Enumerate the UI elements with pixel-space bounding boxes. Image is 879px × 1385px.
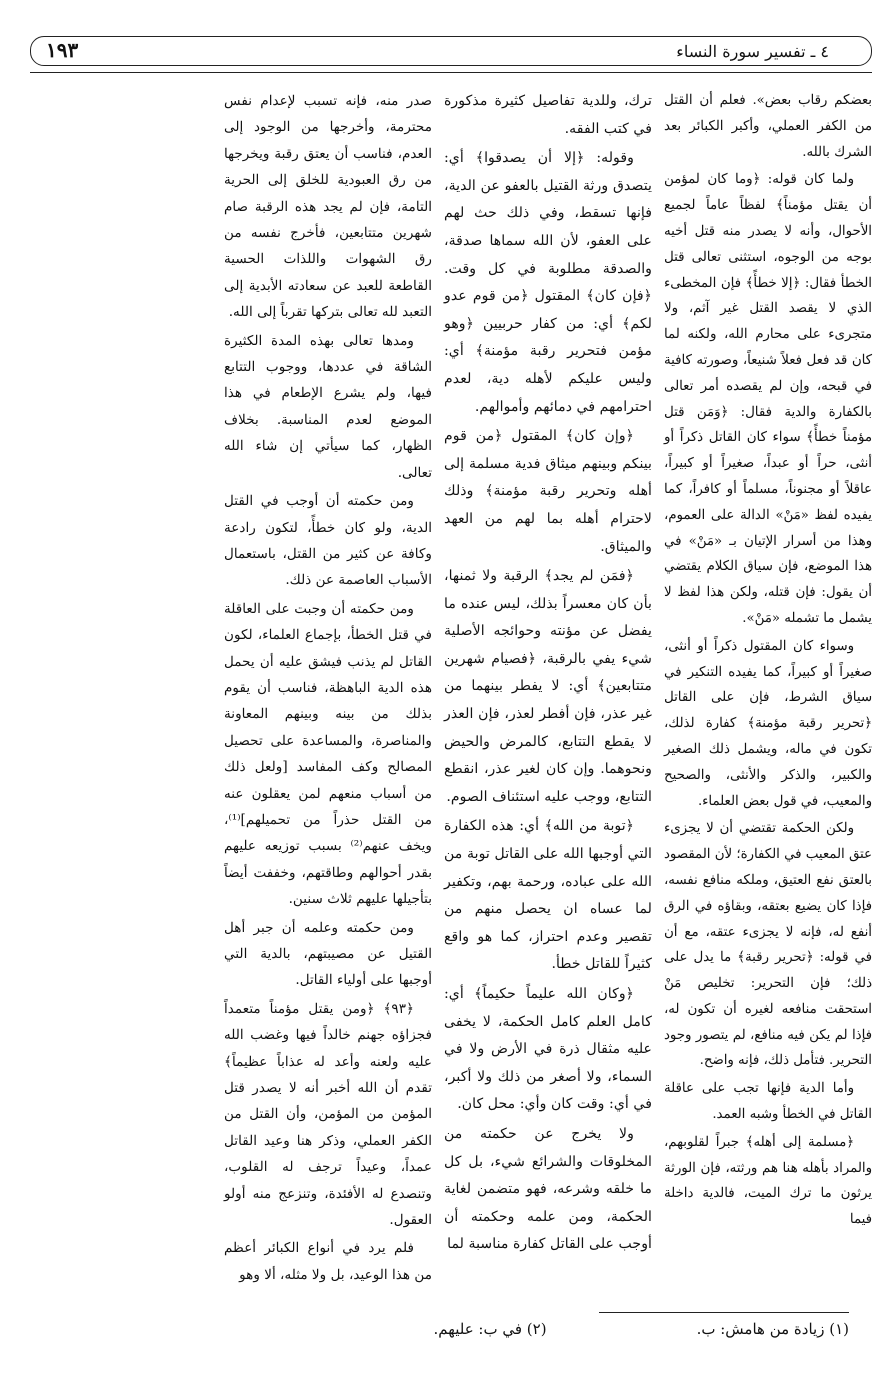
paragraph: ومن حكمته وعلمه أن جبر أهل القتيل عن مصيبتهم، بالدية التي أوجبها على أولياء القاتل. xyxy=(224,919,432,989)
paragraph: ﴿وكان الله عليماً حكيماً﴾ أي: كامل العلم كامل الحكمة، لا يخفى عليه مثقال ذرة في الأرض ولا في السماء، ولا أصغر من ذلك ولا أكبر، في أي: وقت كان وأي: محل كان. xyxy=(444,986,652,1113)
running-title: ٤ ـ تفسير سورة النساء xyxy=(676,42,829,61)
paragraph: فلم يرد في أنواع الكبائر أعظم من هذا الوعيد، بل ولا مثله، ألا وهو xyxy=(224,1240,432,1283)
paragraph: ترك، وللدية تفاصيل كثيرة مذكورة في كتب الفقه. xyxy=(444,93,652,137)
footnote-1: (١) زيادة من هامش: ب. xyxy=(696,1320,849,1338)
page-number: ١٩٣ xyxy=(46,38,79,62)
paragraph: وقوله: ﴿إلا أن يصدقوا﴾ أي: يتصدق ورثة القتيل بالعفو عن الدية، فإنها تسقط، وفي ذلك حث لهم على العفو، لأن الله سماها صدقة، والصدقة مطلوبة في كل وقت. ﴿فإن كان﴾ المقتول ﴿من قوم عدو لكم﴾ أي: من كفار حربيين ﴿وهو مؤمن فتحرير رقبة مؤمنة﴾ أي: وليس عليكم لأهله دية، لعدم احترامهم في دمائهم وأموالهم. xyxy=(444,150,652,415)
paragraph: ومدها تعالى بهذه المدة الكثيرة الشاقة في عددها، ووجوب التتابع فيها، ولم يشرع الإطعام في هذا الموضع لعدم المناسبة. بخلاف الظهار، كما سيأتي إن شاء الله تعالى. xyxy=(224,332,432,481)
paragraph: صدر منه، فإنه تسبب لإعدام نفس محترمة، وأخرجها من الوجود إلى العدم، فناسب أن يعتق رقبة ويخرجها من رق العبودية للخلق إلى الحرية التامة، فإن لم يجد هذه الرقبة صام شهرين متتابعين، فأخرج نفسه من رق الشهوات واللذات الحسية القاطعة للعبد عن سعادته الأبدية إلى التعبد لله تعالى بتركها تقرباً إلى الله. xyxy=(224,93,432,321)
footnote-divider xyxy=(599,1312,849,1313)
header-divider xyxy=(30,72,872,73)
paragraph: ﴿مسلمة إلى أهله﴾ جبراً لقلوبهم، والمراد بأهله هنا هم ورثته، فإن الورثة يرثون ما ترك الميت، فالدية داخلة فيما xyxy=(664,1134,872,1228)
paragraph: بعضكم رقاب بعض». فعلم أن القتل من الكفر العملي، وأكبر الكبائر بعد الشرك بالله. xyxy=(664,93,872,160)
paragraph: ولكن الحكمة تقتضي أن لا يجزىء عتق المعيب في الكفارة؛ لأن المقصود بالعتق نفع العتيق، وملكه منافع نفسه، فإذا كان يضيع بعتقه، وبقاؤه في الرق أنفع له، فإنه لا يجزىء عتقه، مع أن في قوله: ﴿تحرير رقبة﴾ ما يدل على ذلك؛ فإن التحرير: تخليص مَنْ استحقت منافعه لغيره أن تكون له، فإذا لم يكن فيه منافع، لم يتصور وجود التحرير. فتأمل ذلك، فإنه واضح. xyxy=(664,821,872,1069)
text-column-2 xyxy=(444,88,652,1261)
paragraph: ومن حكمته أن وجبت على العاقلة في قتل الخطأ، بإجماع العلماء، لكون القاتل لم يذنب فيشق عليه أن يحمل هذه الدية الباهظة، فناسب أن يقوم بذلك من بينه وبينهم المعاونة والمناصرة، والمساعدة على تحصيل المصالح وكف المفاسد [ولعل ذلك من أسباب منعهم لمن يعقلون عنه من القتل حذراً من تحميلهم]⁽¹⁾، ويخف عنهم⁽²⁾ بسبب توزيعه عليهم بقدر أحوالهم وطاقتهم، وخففت أيضاً بتأجيلها عليهم ثلاث سنين. xyxy=(224,600,432,908)
footnotes xyxy=(29,1320,849,1338)
paragraph: ولما كان قوله: ﴿وما كان لمؤمن أن يقتل مؤمناً﴾ لفظاً عاماً لجميع الأحوال، وأنه لا يصدر منه قتل أخيه بوجه من الوجوه، استثنى تعالى قتل الخطأ فقال: ﴿إلا خطأً﴾ فإن المخطىء الذي لا يقصد القتل غير آثم، ولا متجرىء على محارم الله، ولكنه لما كان قد فعل فعلاً شنيعاً، وصورته كافية في قبحه، وإن لم يقصده أمر تعالى بالكفارة والدية فقال: ﴿وَمَن قتل مؤمناً خطأً﴾ سواء كان القاتل ذكراً أو أنثى، حراً أو عبداً، صغيراً أو كبيراً، عاقلاً أو مجنوناً، مسلماً أو كافراً، كما يفيده لفظ «مَنْ» الدالة على العموم، وهذا من أسرار الإتيان بـ «مَنْ» في هذا الموضع، فإن سياق الكلام يقتضي أن يقول: فإن قتله، ولكن هذا لفظ لا يشمل ما تشمله «مَنْ». xyxy=(664,172,872,626)
paragraph: ﴿فمَن لم يجد﴾ الرقبة ولا ثمنها، بأن كان معسراً بذلك، ليس عنده ما يفضل عن مؤنته وحوائجه الأصلية شيء يفي بالرقبة، ﴿فصيام شهرين متتابعين﴾ أي: لا يفطر بينهما من غير عذر، فإن أفطر لعذر، فإن العذر لا يقطع التتابع، كالمرض والحيض ونحوهما. وإن كان لغير عذر، انقطع التتابع، ووجب عليه استئناف الصوم. xyxy=(444,568,652,805)
paragraph: ﴿توبة من الله﴾ أي: هذه الكفارة التي أوجبها الله على القاتل توبة من الله على عباده، ورحمة بهم، وتكفير لما عساه ان يحصل منهم من تقصير وعدم احتراز، كما هو واقع كثيراً للقاتل خطأ. xyxy=(444,818,652,973)
paragraph: ﴿وإن كان﴾ المقتول ﴿من قوم بينكم وبينهم ميثاق فدية مسلمة إلى أهله وتحرير رقبة مؤمنة﴾ وذلك لاحترام أهله بما لهم من العهد والميثاق. xyxy=(444,428,652,555)
text-column-1 xyxy=(664,88,872,1235)
paragraph: ولا يخرج عن حكمته من المخلوقات والشرائع شيء، بل كل ما خلقه وشرعه، فهو متضمن لغاية الحكمة، ومن علمه وحكمته أن أوجب على القاتل كفارة مناسبة لما xyxy=(444,1125,652,1253)
footnote-2: (٢) في ب: عليهم. xyxy=(433,1320,547,1338)
paragraph: وأما الدية فإنها تجب على عاقلة القاتل في الخطأ وشبه العمد. xyxy=(664,1081,872,1123)
paragraph: ﴿٩٣﴾ ﴿ومن يقتل مؤمناً متعمداً فجزاؤه جهنم خالداً فيها وغضب الله عليه ولعنه وأعد له عذاباً عظيماً﴾ تقدم أن الله أخبر أنه لا يصدر قتل المؤمن من المؤمن، وأن القتل من الكفر العملي، وذكر هنا وعيد القاتل عمداً، وعيداً ترجف له القلوب، وتنصدع له الأفئدة، وتنزعج منه أولو العقول. xyxy=(224,1000,432,1229)
text-column-3 xyxy=(224,88,432,1290)
paragraph: وسواء كان المقتول ذكراً أو أنثى، صغيراً أو كبيراً، كما يفيده التنكير في سياق الشرط، فإن على القاتل ﴿تحرير رقبة مؤمنة﴾ كفارة لذلك، تكون في ماله، ويشمل ذلك الصغير والكبير، والذكر والأنثى، والصحيح والمعيب، في قول بعض العلماء. xyxy=(664,638,872,809)
paragraph: ومن حكمته أن أوجب في القتل الدية، ولو كان خطأً، لتكون رادعة وكافة عن كثير من القتل، باستعمال الأسباب العاصمة عن ذلك. xyxy=(224,493,432,589)
